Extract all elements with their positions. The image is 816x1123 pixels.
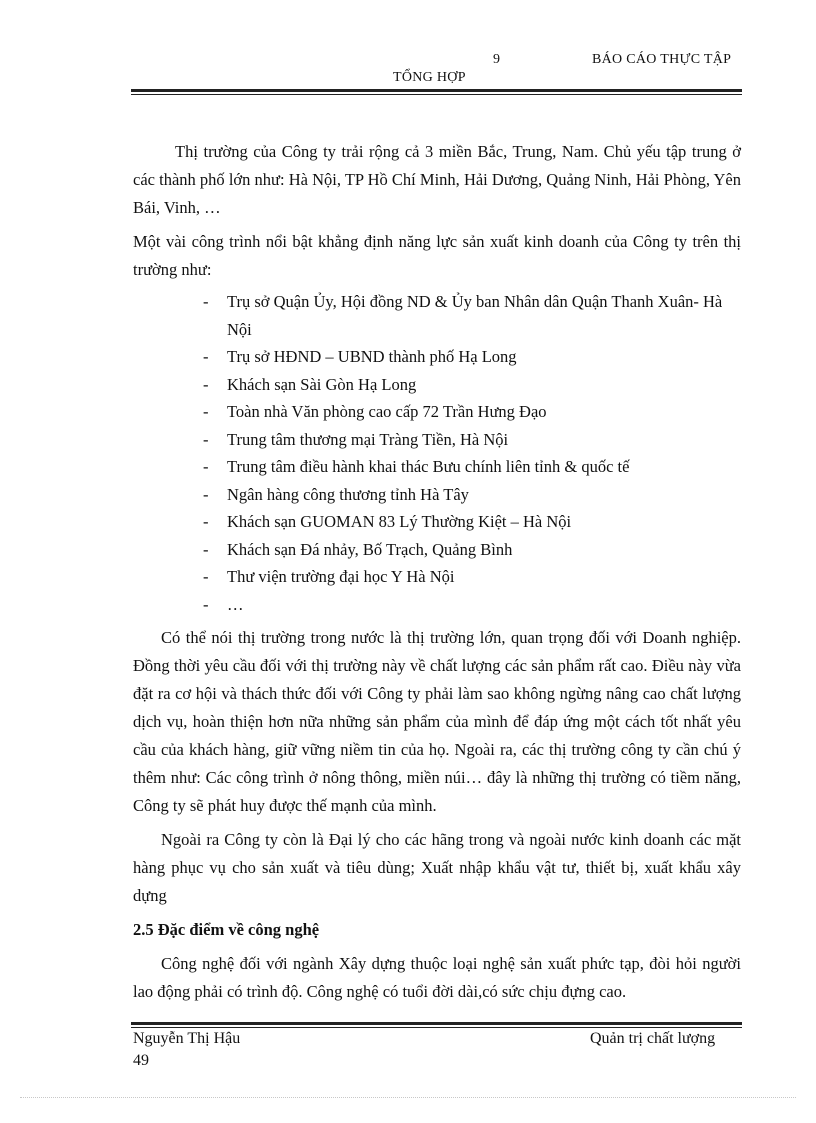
paragraph-market-coverage: Thị trường của Công ty trải rộng cả 3 miền Bắc, Trung, Nam. Chủ yếu tập trung ở các thành phố lớn như: Hà Nội, TP Hồ Chí Minh, Hải Dương, Quảng Ninh, Hải Phòng, Yên Bái, Vinh, …: [133, 142, 741, 217]
footer-rule: [131, 1022, 742, 1025]
header-page-number: 9: [493, 52, 500, 67]
page-bottom-border: [20, 1097, 796, 1098]
header-title: BÁO CÁO THỰC TẬP: [592, 52, 732, 67]
footer-page-number: 49: [133, 1052, 149, 1069]
list-dash: -: [203, 512, 209, 531]
list-item: - Khách sạn GUOMAN 83 Lý Thường Kiệt – Hà Nội: [133, 508, 741, 536]
list-item: - Trụ sở HĐND – UBND thành phố Hạ Long: [133, 343, 741, 371]
list-dash: -: [203, 567, 209, 586]
list-item: - Toàn nhà Văn phòng cao cấp 72 Trần Hưng Đạo: [133, 398, 741, 426]
header-rule: [131, 89, 742, 92]
list-item: - Ngân hàng công thương tỉnh Hà Tây: [133, 481, 741, 509]
footer-subject: Quản trị chất lượng: [590, 1030, 716, 1047]
document-body: [133, 138, 741, 1006]
list-dash: -: [203, 374, 209, 394]
list-dash: -: [203, 539, 209, 559]
list-item: - …: [133, 591, 741, 619]
list-dash: -: [203, 457, 209, 476]
paragraph-domestic-market: Có thể nói thị trường trong nước là thị trường lớn, quan trọng đối với Doanh nghiệp. Đồng thời yêu cầu đối với thị trường này về chất lượng các sản phẩm rất cao. Điều này vừa đặt ra cơ hội và thách thức đối với Công ty phải làm sao không ngừng nâng cao chất lượng dịch vụ, hoàn thiện hơn nữa những sản phẩm của mình để đáp ứng một cách tốt nhất yêu cầu của khách hàng, giữ vững niềm tin của họ. Ngoài ra, các thị trường công ty cần chú ý thêm như: Các công trình ở nông thông, miền núi… đây là những thị trường có tiềm năng, Công ty sẽ phát huy được thế mạnh của mình.: [133, 628, 741, 815]
list-dash: -: [203, 594, 209, 614]
section-heading: 2.5 Đặc điểm về công nghệ: [133, 920, 320, 939]
list-dash: -: [203, 429, 209, 449]
paragraph-agency: Ngoài ra Công ty còn là Đại lý cho các hãng trong và ngoài nước kinh doanh các mặt hàng phục vụ cho sản xuất và tiêu dùng; Xuất nhập khẩu vật tư, thiết bị, xuất khẩu xây dựng: [133, 830, 741, 905]
list-item: - Trụ sở Quận Ủy, Hội đồng ND & Ủy ban Nhân dân Quận Thanh Xuân- Hà Nội: [133, 288, 741, 343]
footer-author: Nguyễn Thị Hậu: [133, 1030, 241, 1047]
list-item: - Thư viện trường đại học Y Hà Nội: [133, 563, 741, 591]
list-item: - Trung tâm điều hành khai thác Bưu chính liên tỉnh & quốc tế: [133, 453, 741, 481]
list-item: - Khách sạn Đá nhảy, Bố Trạch, Quảng Bình: [133, 536, 741, 564]
paragraph-technology: Công nghệ đối với ngành Xây dựng thuộc loại nghệ sản xuất phức tạp, đòi hỏi người lao động phải có trình độ. Công nghệ có tuổi đời dài,có sức chịu đựng cao.: [133, 954, 741, 1001]
list-item: - Khách sạn Sài Gòn Hạ Long: [133, 371, 741, 399]
list-dash: -: [203, 292, 209, 311]
list-item: - Trung tâm thương mại Tràng Tiền, Hà Nội: [133, 426, 741, 454]
list-dash: -: [203, 484, 209, 504]
paragraph-projects-intro: Một vài công trình nổi bật khẳng định năng lực sản xuất kinh doanh của Công ty trên thị trường như:: [133, 232, 741, 279]
list-dash: -: [203, 402, 209, 421]
header-subtitle: TỔNG HỢP: [393, 70, 466, 85]
list-dash: -: [203, 347, 209, 366]
project-list: [133, 288, 741, 618]
